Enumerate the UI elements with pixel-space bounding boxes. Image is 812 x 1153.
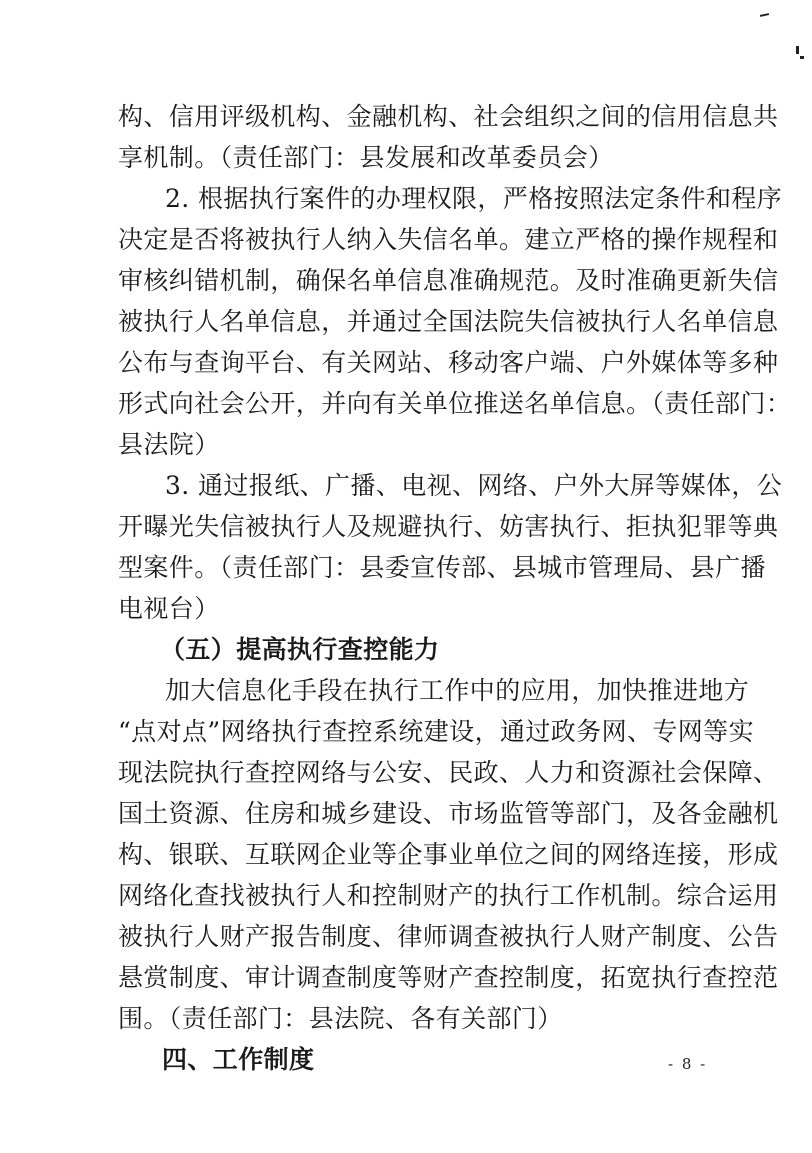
text-line: 被执行人财产报告制度、律师调查被执行人财产制度、公告 <box>118 922 779 951</box>
scan-speck <box>796 46 799 54</box>
text-line: “点对点”网络执行查控系统建设，通过政务网、专网等实 <box>118 717 754 746</box>
section-heading-4: 四、工作制度 <box>162 1045 315 1074</box>
text-line: 构、信用评级机构、金融机构、社会组织之间的信用信息共 <box>118 102 779 131</box>
page-number: - 8 - <box>668 1055 708 1073</box>
text-line: 国土资源、住房和城乡建设、市场监管等部门，及各金融机 <box>118 799 779 828</box>
text-line: 现法院执行查控网络与公安、民政、人力和资源社会保障、 <box>118 758 779 787</box>
text-line: 形式向社会公开，并向有关单位推送名单信息。（责任部门： <box>118 389 792 418</box>
text-line: 公布与查询平台、有关网站、移动客户端、户外媒体等多种 <box>118 348 779 377</box>
text-line: 加大信息化手段在执行工作中的应用，加快推进地方 <box>165 676 750 705</box>
text-line: 悬赏制度、审计调查制度等财产查控制度，拓宽执行查控范 <box>118 963 779 992</box>
text-line: 构、银联、互联网企业等企事业单位之间的网络连接，形成 <box>118 840 779 869</box>
text-line: 型案件。（责任部门：县委宣传部、县城市管理局、县广播 <box>118 553 766 582</box>
text-line: 审核纠错机制，确保名单信息准确规范。及时准确更新失信 <box>118 266 779 295</box>
text-line: 围。（责任部门：县法院、各有关部门） <box>118 1004 563 1033</box>
text-line: 开曝光失信被执行人及规避执行、妨害执行、拒执犯罪等典 <box>118 512 779 541</box>
text-line: 决定是否将被执行人纳入失信名单。建立严格的操作规程和 <box>118 225 779 254</box>
list-item-3: 3. 通过报纸、广播、电视、网络、户外大屏等媒体，公 <box>165 471 783 500</box>
text-line: 县法院） <box>118 430 220 459</box>
scan-speck <box>800 56 804 59</box>
section-heading-5: （五）提高执行查控能力 <box>160 635 440 664</box>
scan-speck <box>760 13 769 17</box>
text-line: 电视台） <box>118 594 220 623</box>
list-item-2: 2. 根据执行案件的办理权限，严格按照法定条件和程序 <box>165 184 783 213</box>
text-line: 享机制。（责任部门：县发展和改革委员会） <box>118 143 614 172</box>
text-line: 网络化查找被执行人和控制财产的执行工作机制。综合运用 <box>118 881 779 910</box>
text-line: 被执行人名单信息，并通过全国法院失信被执行人名单信息 <box>118 307 779 336</box>
